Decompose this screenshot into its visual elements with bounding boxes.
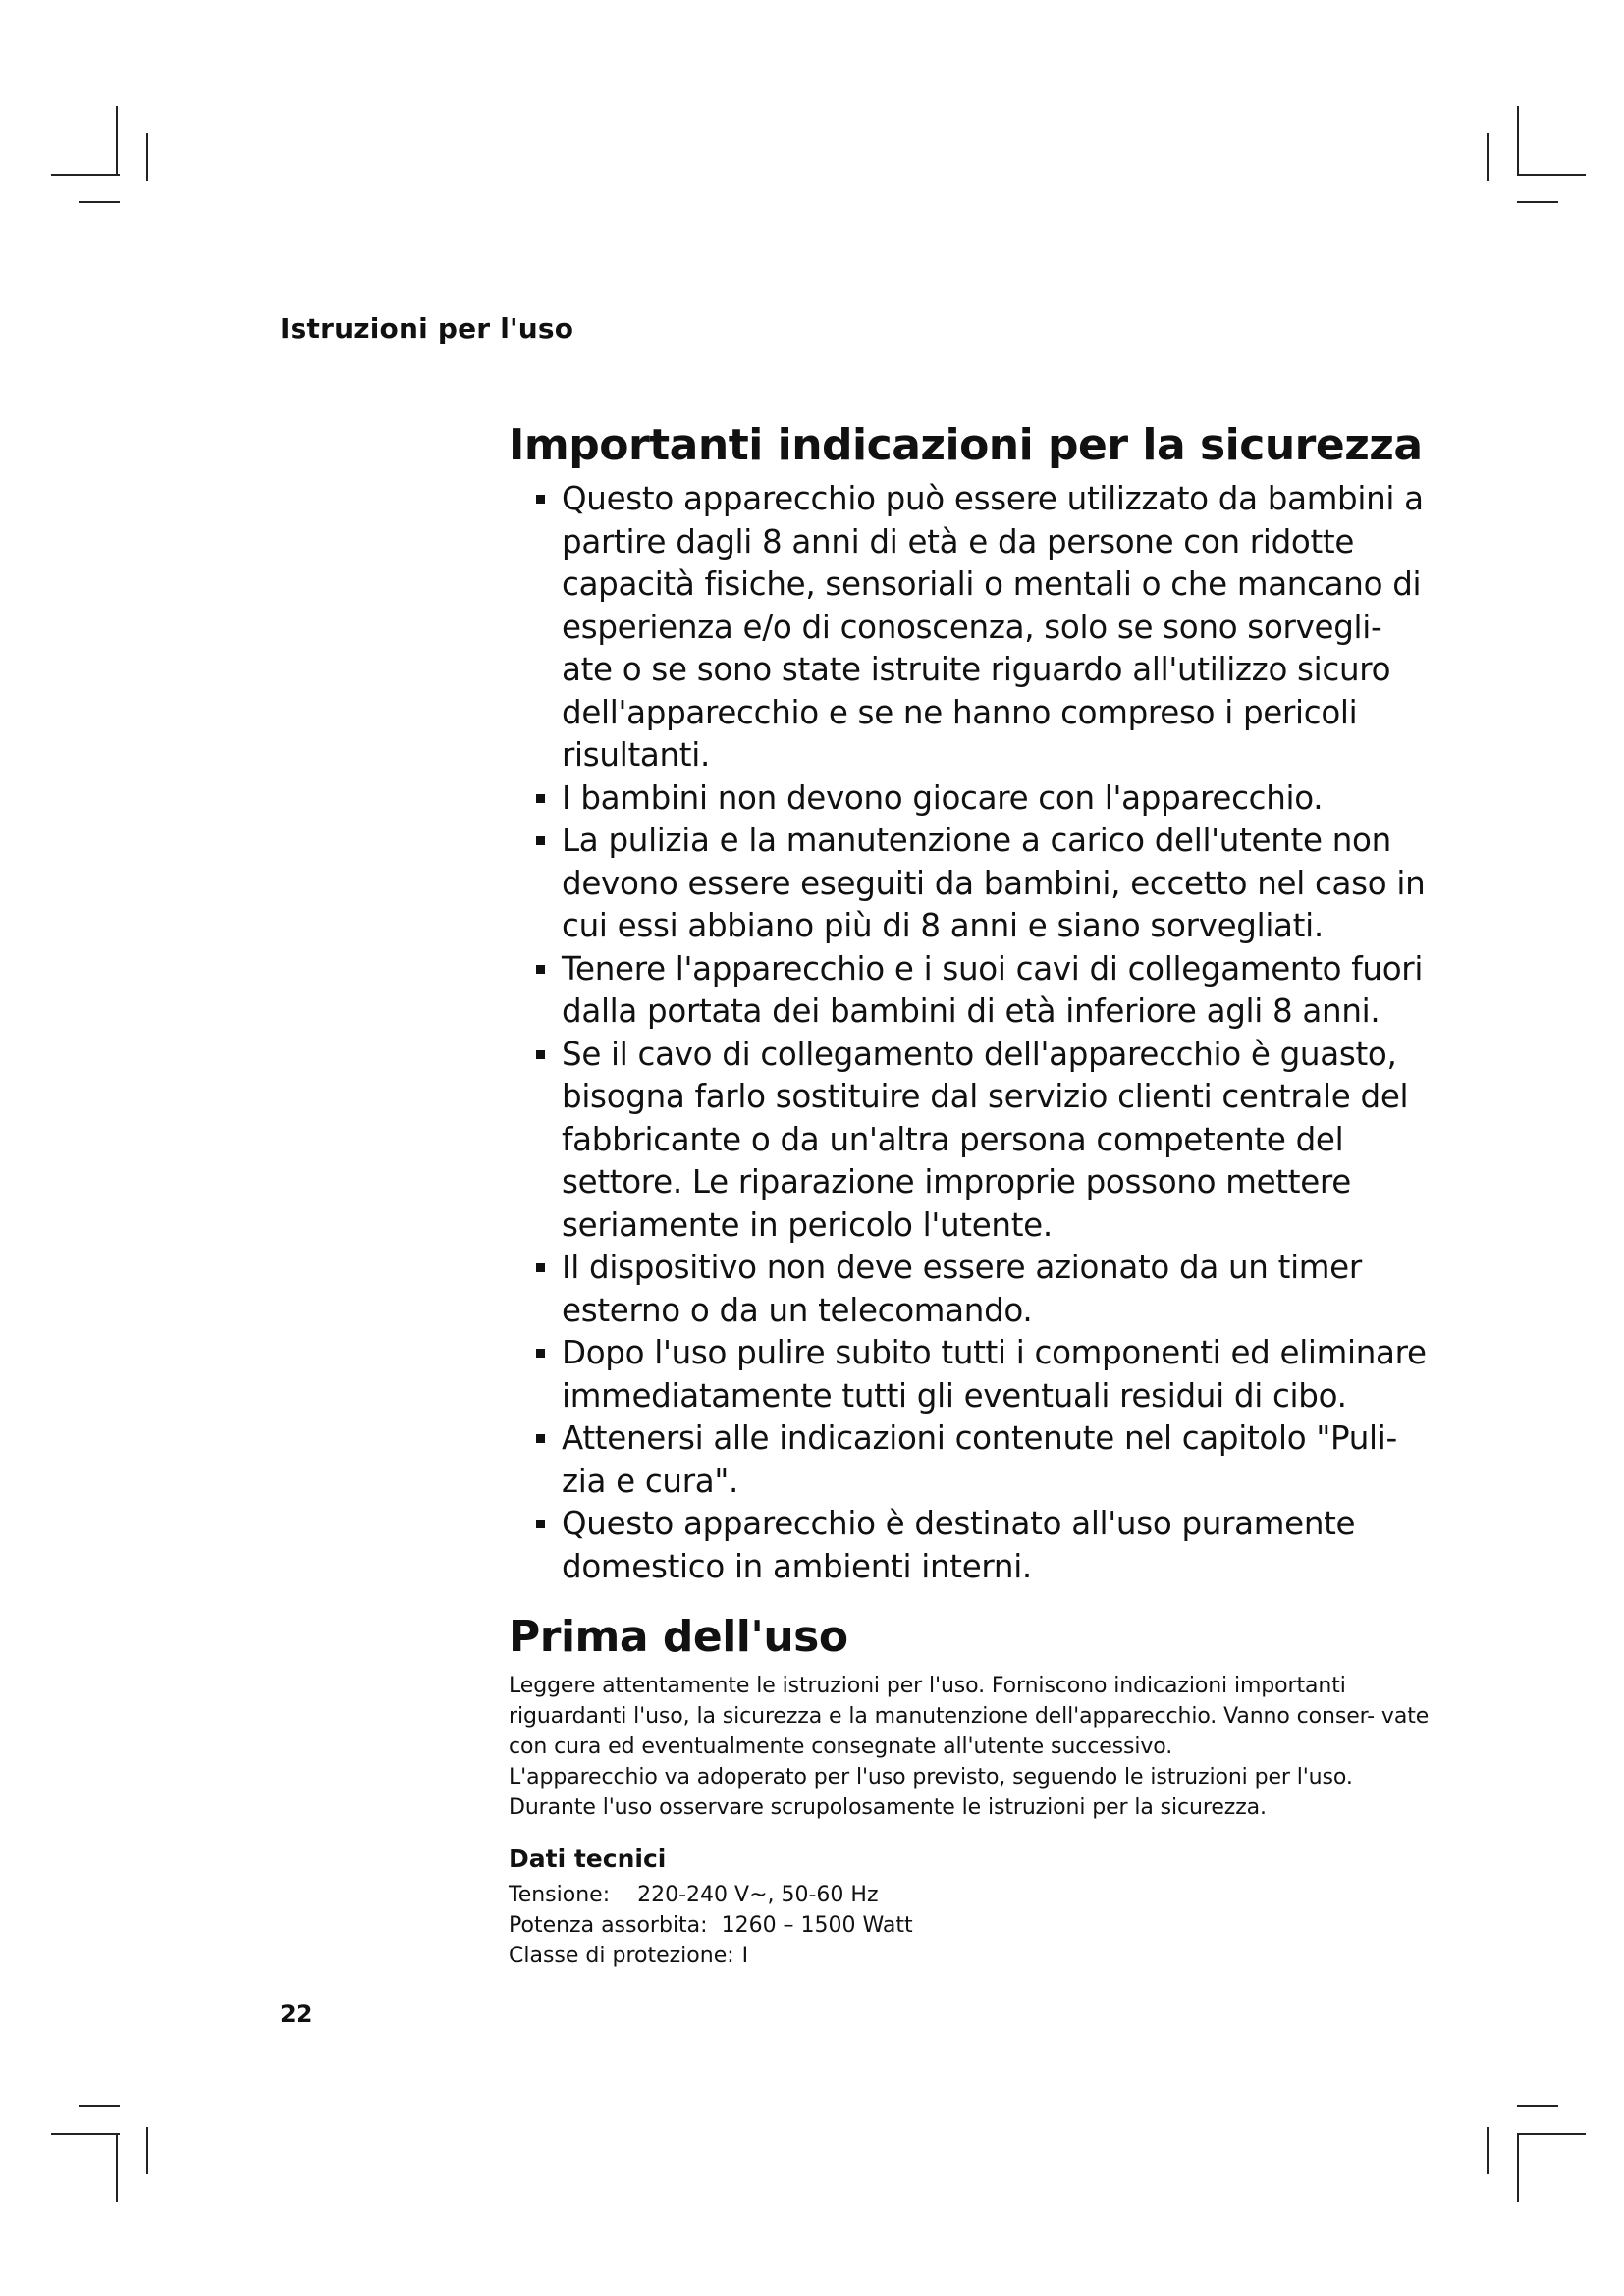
crop-mark: [1517, 2133, 1519, 2202]
technical-data-list: [509, 1880, 1432, 1971]
spec-label: Classe di protezione:: [509, 1944, 734, 1968]
running-header: Istruzioni per l'uso: [280, 312, 574, 345]
crop-mark: [79, 201, 120, 203]
page-number: 22: [280, 2001, 313, 2028]
bullet-icon: [536, 1349, 545, 1358]
list-item: [509, 478, 1432, 777]
bullet-icon: [536, 1050, 545, 1059]
spec-value: I: [741, 1944, 749, 1968]
crop-mark: [1487, 133, 1489, 181]
crop-mark: [51, 174, 120, 176]
safety-item-text: Tenere l'apparecchio e i suoi cavi di collegamento fuori dalla portata dei bambini di età inferiore agli 8 anni.: [562, 949, 1424, 1030]
list-item: [509, 1034, 1432, 1248]
bullet-icon: [536, 965, 545, 974]
crop-mark: [1517, 201, 1558, 203]
before-use-title: Prima dell'uso: [509, 1612, 848, 1662]
crop-mark: [1517, 2105, 1558, 2107]
before-use-paragraph: L'apparecchio va adoperato per l'uso previsto, seguendo le istruzioni per l'uso.: [509, 1765, 1353, 1789]
crop-mark: [146, 2127, 148, 2174]
before-use-text: [509, 1671, 1432, 1823]
crop-mark: [1517, 2133, 1586, 2135]
before-use-paragraph: Durante l'uso osservare scrupolosamente le istruzioni per la sicurezza.: [509, 1795, 1267, 1820]
list-item: [509, 1417, 1432, 1503]
safety-item-text: Attenersi alle indicazioni contenute nel capitolo "Puli- zia e cura".: [562, 1419, 1397, 1500]
safety-list: [509, 478, 1432, 1588]
before-use-paragraph: Leggere attentamente le istruzioni per l'uso. Forniscono indicazioni importanti riguardanti l'uso, la sicurezza e la manutenzione dell'apparecchio. Vanno conser- vate con cura ed eventualmente consegnate all'utente successivo.: [509, 1674, 1430, 1759]
spec-voltage: [509, 1880, 1432, 1910]
crop-mark: [79, 2105, 120, 2107]
crop-mark: [146, 133, 148, 181]
spec-value: 1260 – 1500 Watt: [721, 1913, 913, 1938]
bullet-icon: [536, 1520, 545, 1528]
crop-mark: [1517, 174, 1586, 176]
list-item: [509, 1247, 1432, 1332]
safety-item-text: La pulizia e la manutenzione a carico dell'utente non devono essere eseguiti da bambini, eccetto nel caso in cui essi abbiano più di 8 anni e siano sorvegliati.: [562, 822, 1426, 944]
spec-value: 220-240 V~, 50-60 Hz: [637, 1883, 879, 1907]
list-item: [509, 948, 1432, 1034]
crop-mark: [116, 2133, 118, 2202]
crop-mark: [1517, 106, 1519, 175]
safety-title: Importanti indicazioni per la sicurezza: [509, 420, 1423, 470]
list-item: [509, 820, 1432, 948]
safety-item-text: Dopo l'uso pulire subito tutti i componenti ed eliminare immediatamente tutti gli eventuali residui di cibo.: [562, 1334, 1427, 1415]
safety-item-text: I bambini non devono giocare con l'apparecchio.: [562, 778, 1324, 817]
technical-data-title: Dati tecnici: [509, 1844, 667, 1873]
crop-mark: [116, 106, 118, 175]
bullet-icon: [536, 794, 545, 803]
bullet-icon: [536, 495, 545, 504]
bullet-icon: [536, 1263, 545, 1272]
bullet-icon: [536, 1434, 545, 1443]
spec-protection: [509, 1941, 1432, 1971]
list-item: [509, 1503, 1432, 1588]
spec-label: Tensione:: [509, 1883, 611, 1907]
crop-mark: [1487, 2127, 1489, 2174]
safety-item-text: Questo apparecchio è destinato all'uso puramente domestico in ambienti interni.: [562, 1505, 1356, 1585]
list-item: [509, 1332, 1432, 1417]
safety-item-text: Questo apparecchio può essere utilizzato da bambini a partire dagli 8 anni di età e da persone con ridotte capacità fisiche, sensoriali o mentali o che mancano di esperienza e/o di conoscenza, solo se sono sorvegli- ate o se sono state istruite riguardo all'utilizzo sicuro dell'apparecchio e se ne hanno compreso i pericoli risultanti.: [562, 480, 1424, 774]
bullet-icon: [536, 836, 545, 845]
spec-label: Potenza assorbita:: [509, 1913, 708, 1938]
list-item: [509, 777, 1432, 821]
spec-power: [509, 1910, 1432, 1941]
crop-mark: [51, 2133, 120, 2135]
main-content: [509, 417, 1432, 1971]
safety-item-text: Il dispositivo non deve essere azionato da un timer esterno o da un telecomando.: [562, 1249, 1362, 1329]
safety-item-text: Se il cavo di collegamento dell'apparecchio è guasto, bisogna farlo sostituire dal servizio clienti centrale del fabbricante o da un'altra persona competente del settore. Le riparazione improprie possono mettere seriamente in pericolo l'utente.: [562, 1035, 1409, 1244]
